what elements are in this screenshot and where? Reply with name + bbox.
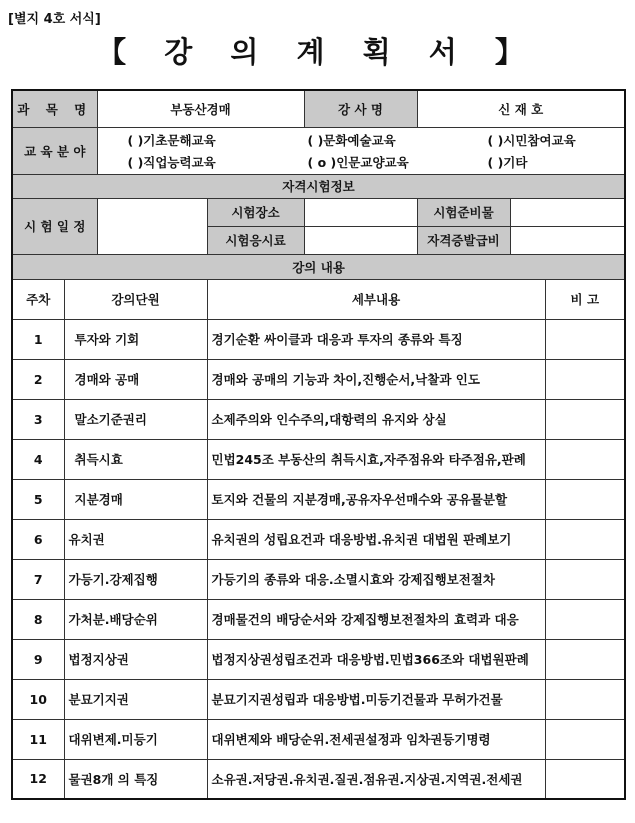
lecture-unit: 투자와 기회 [64, 319, 207, 359]
table-row [12, 759, 625, 799]
week-number: 1 [12, 319, 64, 359]
lecture-remarks[interactable] [545, 319, 625, 359]
lecture-detail: 소제주의와 인수주의,대항력의 유지와 상실 [207, 399, 545, 439]
lecture-unit: 가처분.배당순위 [64, 599, 207, 639]
option-culture-arts[interactable]: ( )문화예술교육 [307, 132, 396, 148]
lecture-detail: 가등기의 종류와 대응.소멸시효와 강제집행보전절차 [207, 559, 545, 599]
week-number: 10 [12, 679, 64, 719]
lecture-header-row [12, 254, 625, 279]
week-number: 8 [12, 599, 64, 639]
form-number-label: [별지 4호 서식] [8, 12, 101, 27]
document-title: 【 강 의 계 획 서 】 [97, 35, 538, 69]
lecture-detail: 경매물건의 배당순서와 강제집행보전절차의 효력과 대응 [207, 599, 545, 639]
table-row [12, 559, 625, 599]
week-number: 11 [12, 719, 64, 759]
lecture-detail: 민법245조 부동산의 취득시효,자주점유와 타주점유,판례 [207, 439, 545, 479]
header-remarks: 비 고 [545, 279, 625, 319]
table-row [12, 679, 625, 719]
lecture-plan-table [11, 89, 626, 800]
lecture-unit: 유치권 [64, 519, 207, 559]
exam-place-value[interactable] [304, 198, 417, 226]
instructor-label: 강 사 명 [304, 90, 417, 127]
cert-fee-label: 자격증발급비 [417, 226, 510, 254]
education-field-options [97, 127, 625, 174]
lecture-remarks[interactable] [545, 679, 625, 719]
subject-value: 부동산경매 [97, 90, 304, 127]
lecture-detail: 분묘기지권성립과 대응방법.미등기건물과 무허가건물 [207, 679, 545, 719]
lecture-remarks[interactable] [545, 479, 625, 519]
exam-fee-label: 시험응시료 [207, 226, 304, 254]
lecture-remarks[interactable] [545, 359, 625, 399]
lecture-remarks[interactable] [545, 559, 625, 599]
lecture-section-title: 강의 내용 [12, 254, 625, 279]
subject-label: 과 목 명 [12, 90, 97, 127]
exam-date-label: 시 험 일 정 [12, 198, 97, 254]
option-humanities[interactable]: ( o )인문교양교육 [307, 154, 409, 170]
week-number: 6 [12, 519, 64, 559]
exam-row-1 [12, 198, 625, 226]
lecture-unit: 취득시효 [64, 439, 207, 479]
lecture-remarks[interactable] [545, 599, 625, 639]
table-row [12, 479, 625, 519]
option-other[interactable]: ( )기타 [487, 154, 528, 170]
week-number: 5 [12, 479, 64, 519]
lecture-remarks[interactable] [545, 439, 625, 479]
exam-date-value[interactable] [97, 198, 207, 254]
option-civic-participation[interactable]: ( )시민참여교육 [487, 132, 576, 148]
education-field-label: 교 육 분 야 [12, 127, 97, 174]
lecture-remarks[interactable] [545, 759, 625, 799]
header-week: 주차 [12, 279, 64, 319]
week-number: 7 [12, 559, 64, 599]
table-row [12, 359, 625, 399]
exam-place-label: 시험장소 [207, 198, 304, 226]
instructor-value: 신 재 호 [417, 90, 625, 127]
lecture-unit: 지분경매 [64, 479, 207, 519]
lecture-remarks[interactable] [545, 519, 625, 559]
lecture-detail: 토지와 건물의 지분경매,공유자우선매수와 공유물분할 [207, 479, 545, 519]
lecture-remarks[interactable] [545, 399, 625, 439]
table-row [12, 639, 625, 679]
lecture-detail: 법정지상권성립조건과 대응방법.민법366조와 대법원판례 [207, 639, 545, 679]
exam-prep-label: 시험준비물 [417, 198, 510, 226]
option-vocational[interactable]: ( )직업능력교육 [127, 154, 216, 170]
cert-fee-value[interactable] [510, 226, 625, 254]
option-basic-literacy[interactable]: ( )기초문해교육 [127, 132, 216, 148]
week-number: 9 [12, 639, 64, 679]
lecture-remarks[interactable] [545, 719, 625, 759]
lecture-column-headers [12, 279, 625, 319]
lecture-detail: 경기순환 싸이클과 대응과 투자의 종류와 특징 [207, 319, 545, 359]
table-row [12, 319, 625, 359]
lecture-detail: 대위변제와 배당순위.전세권설정과 임차권등기명령 [207, 719, 545, 759]
week-number: 2 [12, 359, 64, 399]
exam-info-title: 자격시험정보 [12, 174, 625, 198]
table-row [12, 519, 625, 559]
week-number: 12 [12, 759, 64, 799]
exam-info-header-row [12, 174, 625, 198]
course-row [12, 90, 625, 127]
lecture-unit: 말소기준권리 [64, 399, 207, 439]
exam-prep-value[interactable] [510, 198, 625, 226]
lecture-detail: 소유권.저당권.유치권.질권.점유권.지상권.지역권.전세권 [207, 759, 545, 799]
education-field-row [12, 127, 625, 174]
week-number: 4 [12, 439, 64, 479]
table-row [12, 439, 625, 479]
table-row [12, 599, 625, 639]
lecture-remarks[interactable] [545, 639, 625, 679]
lecture-detail: 유치권의 성립요건과 대응방법.유치권 대법원 판례보기 [207, 519, 545, 559]
lecture-unit: 물권8개 의 특징 [64, 759, 207, 799]
header-unit: 강의단원 [64, 279, 207, 319]
lecture-unit: 경매와 공매 [64, 359, 207, 399]
exam-fee-value[interactable] [304, 226, 417, 254]
lecture-unit: 법정지상권 [64, 639, 207, 679]
lecture-unit: 대위변제.미등기 [64, 719, 207, 759]
lecture-unit: 분묘기지권 [64, 679, 207, 719]
table-row [12, 399, 625, 439]
week-number: 3 [12, 399, 64, 439]
lecture-detail: 경매와 공매의 기능과 차이,진행순서,낙찰과 인도 [207, 359, 545, 399]
table-row [12, 719, 625, 759]
header-detail: 세부내용 [207, 279, 545, 319]
lecture-unit: 가등기.강제집행 [64, 559, 207, 599]
